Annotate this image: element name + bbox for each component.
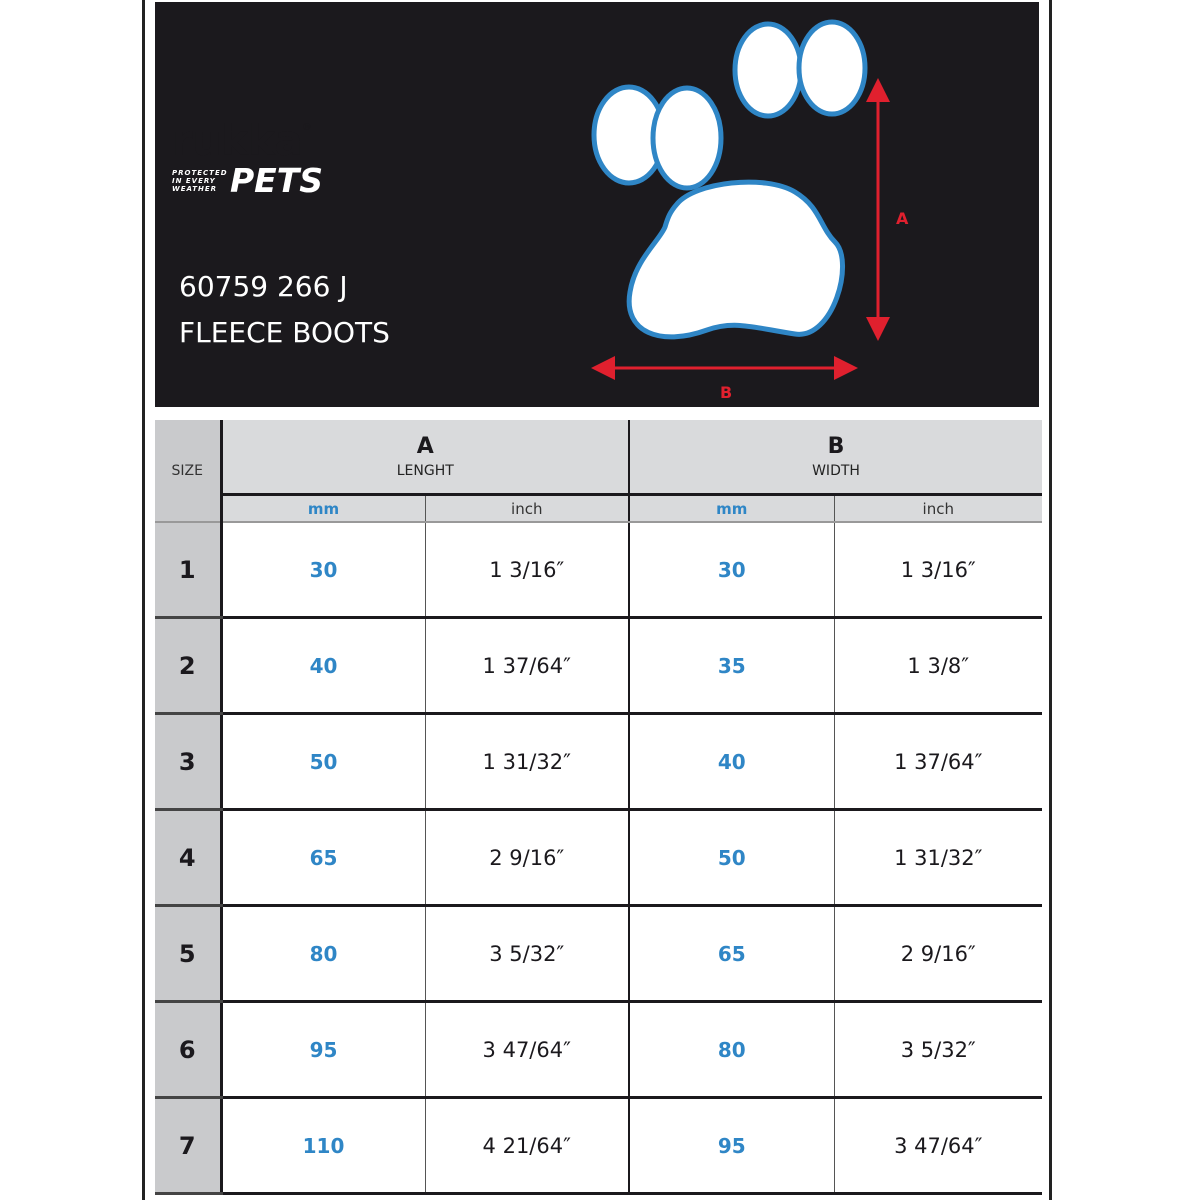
- tagline-line: WEATHER: [172, 185, 218, 193]
- b-mm-cell: 40: [629, 714, 834, 810]
- size-cell: 3: [155, 714, 221, 810]
- group-b-letter: B: [827, 433, 845, 459]
- size-cell: 1: [155, 522, 221, 618]
- a-inch-cell: 1 37/64″: [425, 618, 629, 714]
- group-b-label: WIDTH: [812, 462, 860, 479]
- product-name: FLEECE BOOTS: [179, 316, 390, 349]
- a-mm-cell: 30: [221, 522, 425, 618]
- size-chart-table: [155, 420, 1042, 1195]
- dimension-arrow-b: [591, 356, 858, 380]
- a-inch-cell: 2 9/16″: [425, 810, 629, 906]
- a-mm-cell: 110: [221, 1098, 425, 1194]
- b-inch-cell: 1 3/8″: [834, 618, 1042, 714]
- b-inch-cell: 3 47/64″: [834, 1098, 1042, 1194]
- size-cell: 6: [155, 1002, 221, 1098]
- a-inch-cell: 3 5/32″: [425, 906, 629, 1002]
- paw-measurement-diagram: [155, 2, 1039, 407]
- registered-mark: ®: [301, 122, 312, 133]
- b-inch-cell: 2 9/16″: [834, 906, 1042, 1002]
- table-row: [155, 1002, 1042, 1098]
- tagline-line: PROTECTED: [172, 169, 228, 177]
- a-mm-cell: 80: [221, 906, 425, 1002]
- a-mm-cell: 65: [221, 810, 425, 906]
- group-a-letter: A: [416, 433, 434, 459]
- b-inch-cell: 1 3/16″: [834, 522, 1042, 618]
- b-mm-cell: 95: [629, 1098, 834, 1194]
- group-a-header: [221, 420, 629, 495]
- b-mm-cell: 65: [629, 906, 834, 1002]
- table-row: [155, 618, 1042, 714]
- paw-icon: [594, 22, 865, 337]
- dimension-arrow-a: [866, 78, 890, 341]
- a-inch-cell: 1 31/32″: [425, 714, 629, 810]
- size-cell: 2: [155, 618, 221, 714]
- table-row: [155, 714, 1042, 810]
- b-inch-cell: 3 5/32″: [834, 1002, 1042, 1098]
- a-inch-cell: 3 47/64″: [425, 1002, 629, 1098]
- b-inch-cell: 1 31/32″: [834, 810, 1042, 906]
- a-mm-header: mm: [221, 495, 425, 523]
- table-row: [155, 522, 1042, 618]
- frame-right-border: [1049, 0, 1052, 1200]
- tagline-line: IN EVERY: [172, 177, 216, 185]
- group-b-header: [629, 420, 1042, 495]
- brand-name: rukka: [172, 116, 302, 165]
- b-inch-header: inch: [834, 495, 1042, 523]
- b-mm-header: mm: [629, 495, 834, 523]
- product-header-panel: [155, 2, 1039, 407]
- size-column-header: SIZE: [155, 420, 221, 522]
- b-mm-cell: 50: [629, 810, 834, 906]
- group-a-label: LENGHT: [396, 462, 454, 479]
- size-cell: 5: [155, 906, 221, 1002]
- frame-left-border: [142, 0, 145, 1200]
- table-row: [155, 1098, 1042, 1194]
- a-mm-cell: 95: [221, 1002, 425, 1098]
- b-mm-cell: 80: [629, 1002, 834, 1098]
- label-b: B: [720, 383, 733, 402]
- a-mm-cell: 40: [221, 618, 425, 714]
- label-a: A: [896, 209, 909, 228]
- sub-brand: PETS: [230, 161, 324, 200]
- a-inch-cell: 1 3/16″: [425, 522, 629, 618]
- b-mm-cell: 30: [629, 522, 834, 618]
- size-cell: 7: [155, 1098, 221, 1194]
- size-cell: 4: [155, 810, 221, 906]
- product-code: 60759 266 J: [179, 270, 348, 303]
- table-row: [155, 810, 1042, 906]
- a-mm-cell: 50: [221, 714, 425, 810]
- a-inch-header: inch: [425, 495, 629, 523]
- a-inch-cell: 4 21/64″: [425, 1098, 629, 1194]
- b-inch-cell: 1 37/64″: [834, 714, 1042, 810]
- b-mm-cell: 35: [629, 618, 834, 714]
- table-row: [155, 906, 1042, 1002]
